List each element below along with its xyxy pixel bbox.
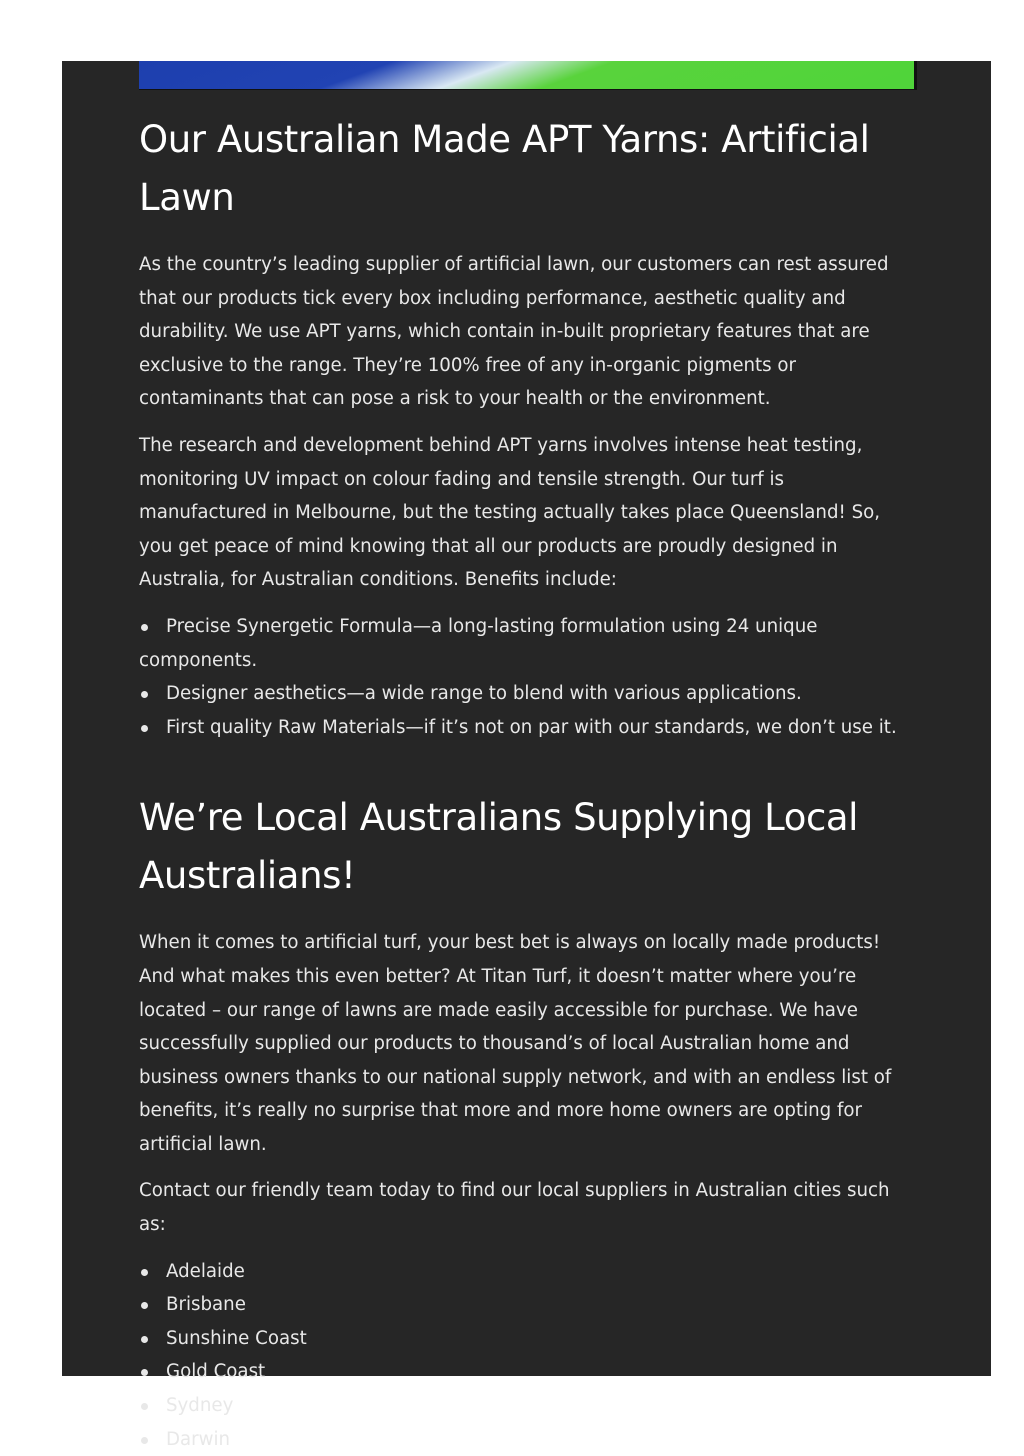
list-item: Precise Synergetic Formula—a long-lasting formulation using 24 unique components. [139,610,915,677]
list-item: Adelaide [139,1255,915,1289]
list-item: Brisbane [139,1288,915,1322]
cities-list [139,1255,915,1456]
list-item: Sydney [139,1389,915,1423]
list-item: Designer aesthetics—a wide range to blend with various applications. [139,677,915,711]
benefits-list [139,610,915,744]
section-heading-local-australians: We’re Local Australians Supplying Local Australians! [139,796,859,898]
paragraph: The research and development behind APT yarns involves intense heat testing, monitoring UV impact on colour fading and tensile strength. Our turf is manufactured in Melbourne, but the testing actually takes place Queensland! So, you get peace of mind knowing that all our products are proudly designed in Australia, for Australian conditions. Benefits include: [139,434,881,591]
paragraph: As the country’s leading supplier of artificial lawn, our customers can rest assured that our products tick every box including performance, aesthetic quality and durability. We use APT yarns, which contain in-built proprietary features that are exclusive to the range. They’re 100% free of any in-organic pigments or contaminants that can pose a risk to your health or the environment. [139,254,889,410]
list-item: First quality Raw Materials—if it’s not on par with our standards, we don’t use it. [139,711,915,745]
section-heading-apt-yarns: Our Australian Made APT Yarns: Artificial Lawn [139,118,870,219]
article-content [139,111,915,1456]
paragraph: Contact our friendly team today to find our local suppliers in Australian cities such as: [139,1180,890,1236]
list-item: Sunshine Coast [139,1322,915,1356]
page-panel [62,61,991,1450]
turf-banner-image [139,61,917,90]
paragraph: When it comes to artificial turf, your best bet is always on locally made products! And what makes this even better? At Titan Turf, it doesn’t matter where you’re located – our range of lawns are made easily accessible for purchase. We have successfully supplied our products to thousand’s of local Australian home and business owners thanks to our national supply network, and with an endless list of benefits, it’s really no surprise that more and more home owners are opting for artificial lawn. [139,932,892,1155]
list-item: Darwin [139,1423,915,1456]
list-item: Gold Coast [139,1355,915,1389]
